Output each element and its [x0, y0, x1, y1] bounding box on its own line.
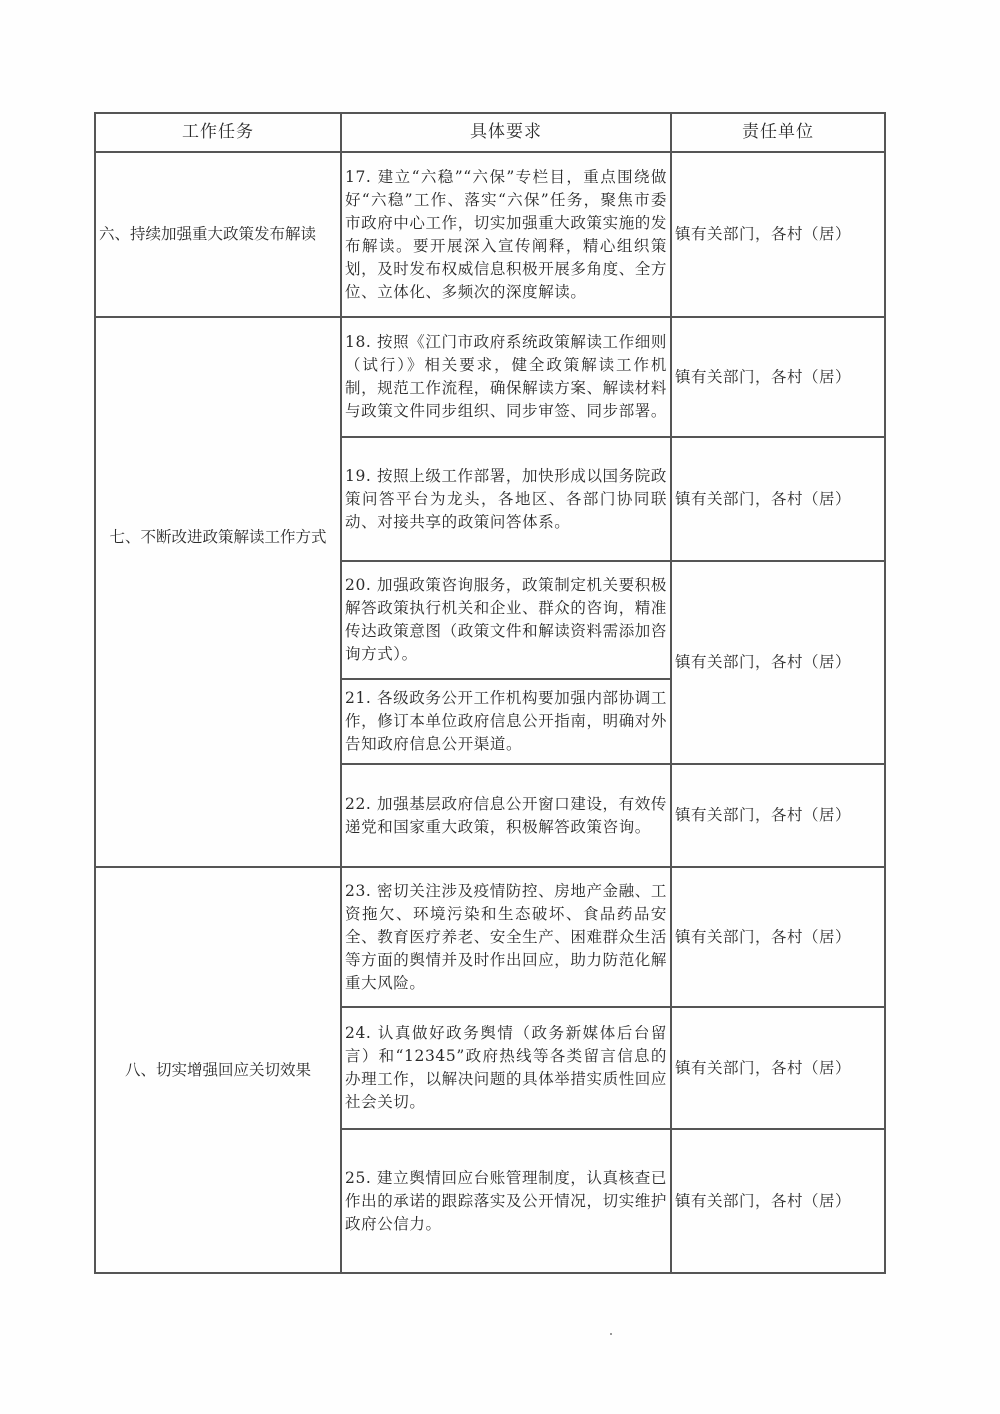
- requirement-cell: 20. 加强政策咨询服务，政策制定机关要积极解答政策执行机关和企业、群众的咨询，精准传达政策意图（政策文件和解读资料需添加咨询方式）。: [341, 561, 671, 679]
- header-task: 工作任务: [95, 113, 341, 152]
- task-cell: [95, 317, 341, 867]
- requirement-cell: 17. 建立“六稳”“六保”专栏目，重点围绕做好“六稳”工作、落实“六保”任务，聚焦市委市政府中心工作，切实加强重大政策实施的发布解读。要开展深入宣传阐释，精心组织策划，及时发布权威信息积极开展多角度、全方位、立体化、多频次的深度解读。: [341, 152, 671, 317]
- table-row: [95, 867, 885, 1007]
- table-header-row: [95, 113, 885, 152]
- unit-cell: 镇有关部门，各村（居）: [671, 764, 885, 867]
- table-row: [95, 317, 885, 437]
- unit-cell: 镇有关部门，各村（居）: [671, 152, 885, 317]
- unit-cell: 镇有关部门，各村（居）: [671, 1129, 885, 1273]
- task-cell: 八、切实增强回应关切效果: [95, 867, 341, 1273]
- unit-cell: 镇有关部门，各村（居）: [671, 867, 885, 1007]
- requirement-cell: 24. 认真做好政务舆情（政务新媒体后台留言）和“12345”政府热线等各类留言信息的办理工作，以解决问题的具体举措实质性回应社会关切。: [341, 1007, 671, 1129]
- unit-cell: 镇有关部门，各村（居）: [671, 317, 885, 437]
- unit-cell: 镇有关部门，各村（居）: [671, 1007, 885, 1129]
- task-table: [94, 112, 886, 1274]
- requirement-cell: 19. 按照上级工作部署，加快形成以国务院政策问答平台为龙头，各地区、各部门协同联动、对接共享的政策问答体系。: [341, 437, 671, 561]
- requirement-cell: 21. 各级政务公开工作机构要加强内部协调工作，修订本单位政府信息公开指南，明确对外告知政府信息公开渠道。: [341, 679, 671, 764]
- scan-artifact: [610, 1333, 612, 1335]
- requirement-cell: 25. 建立舆情回应台账管理制度，认真核查已作出的承诺的跟踪落实及公开情况，切实维护政府公信力。: [341, 1129, 671, 1273]
- task-cell: 六、持续加强重大政策发布解读: [95, 152, 341, 317]
- requirement-cell: 22. 加强基层政府信息公开窗口建设，有效传递党和国家重大政策，积极解答政策咨询。: [341, 764, 671, 867]
- header-unit: 责任单位: [671, 113, 885, 152]
- table-row: [95, 152, 885, 317]
- requirement-cell: 23. 密切关注涉及疫情防控、房地产金融、工资拖欠、环境污染和生态破坏、食品药品安全、教育医疗养老、安全生产、困难群众生活等方面的舆情并及时作出回应，助力防范化解重大风险。: [341, 867, 671, 1007]
- unit-cell: 镇有关部门，各村（居）: [671, 437, 885, 561]
- unit-cell: 镇有关部门，各村（居）: [671, 561, 885, 764]
- task-label: 七、不断改进政策解读工作方式: [109, 528, 327, 546]
- requirement-cell: 18. 按照《江门市政府系统政策解读工作细则（试行）》相关要求，健全政策解读工作机制，规范工作流程，确保解读方案、解读材料与政策文件同步组织、同步审签、同步部署。: [341, 317, 671, 437]
- header-requirement: 具体要求: [341, 113, 671, 152]
